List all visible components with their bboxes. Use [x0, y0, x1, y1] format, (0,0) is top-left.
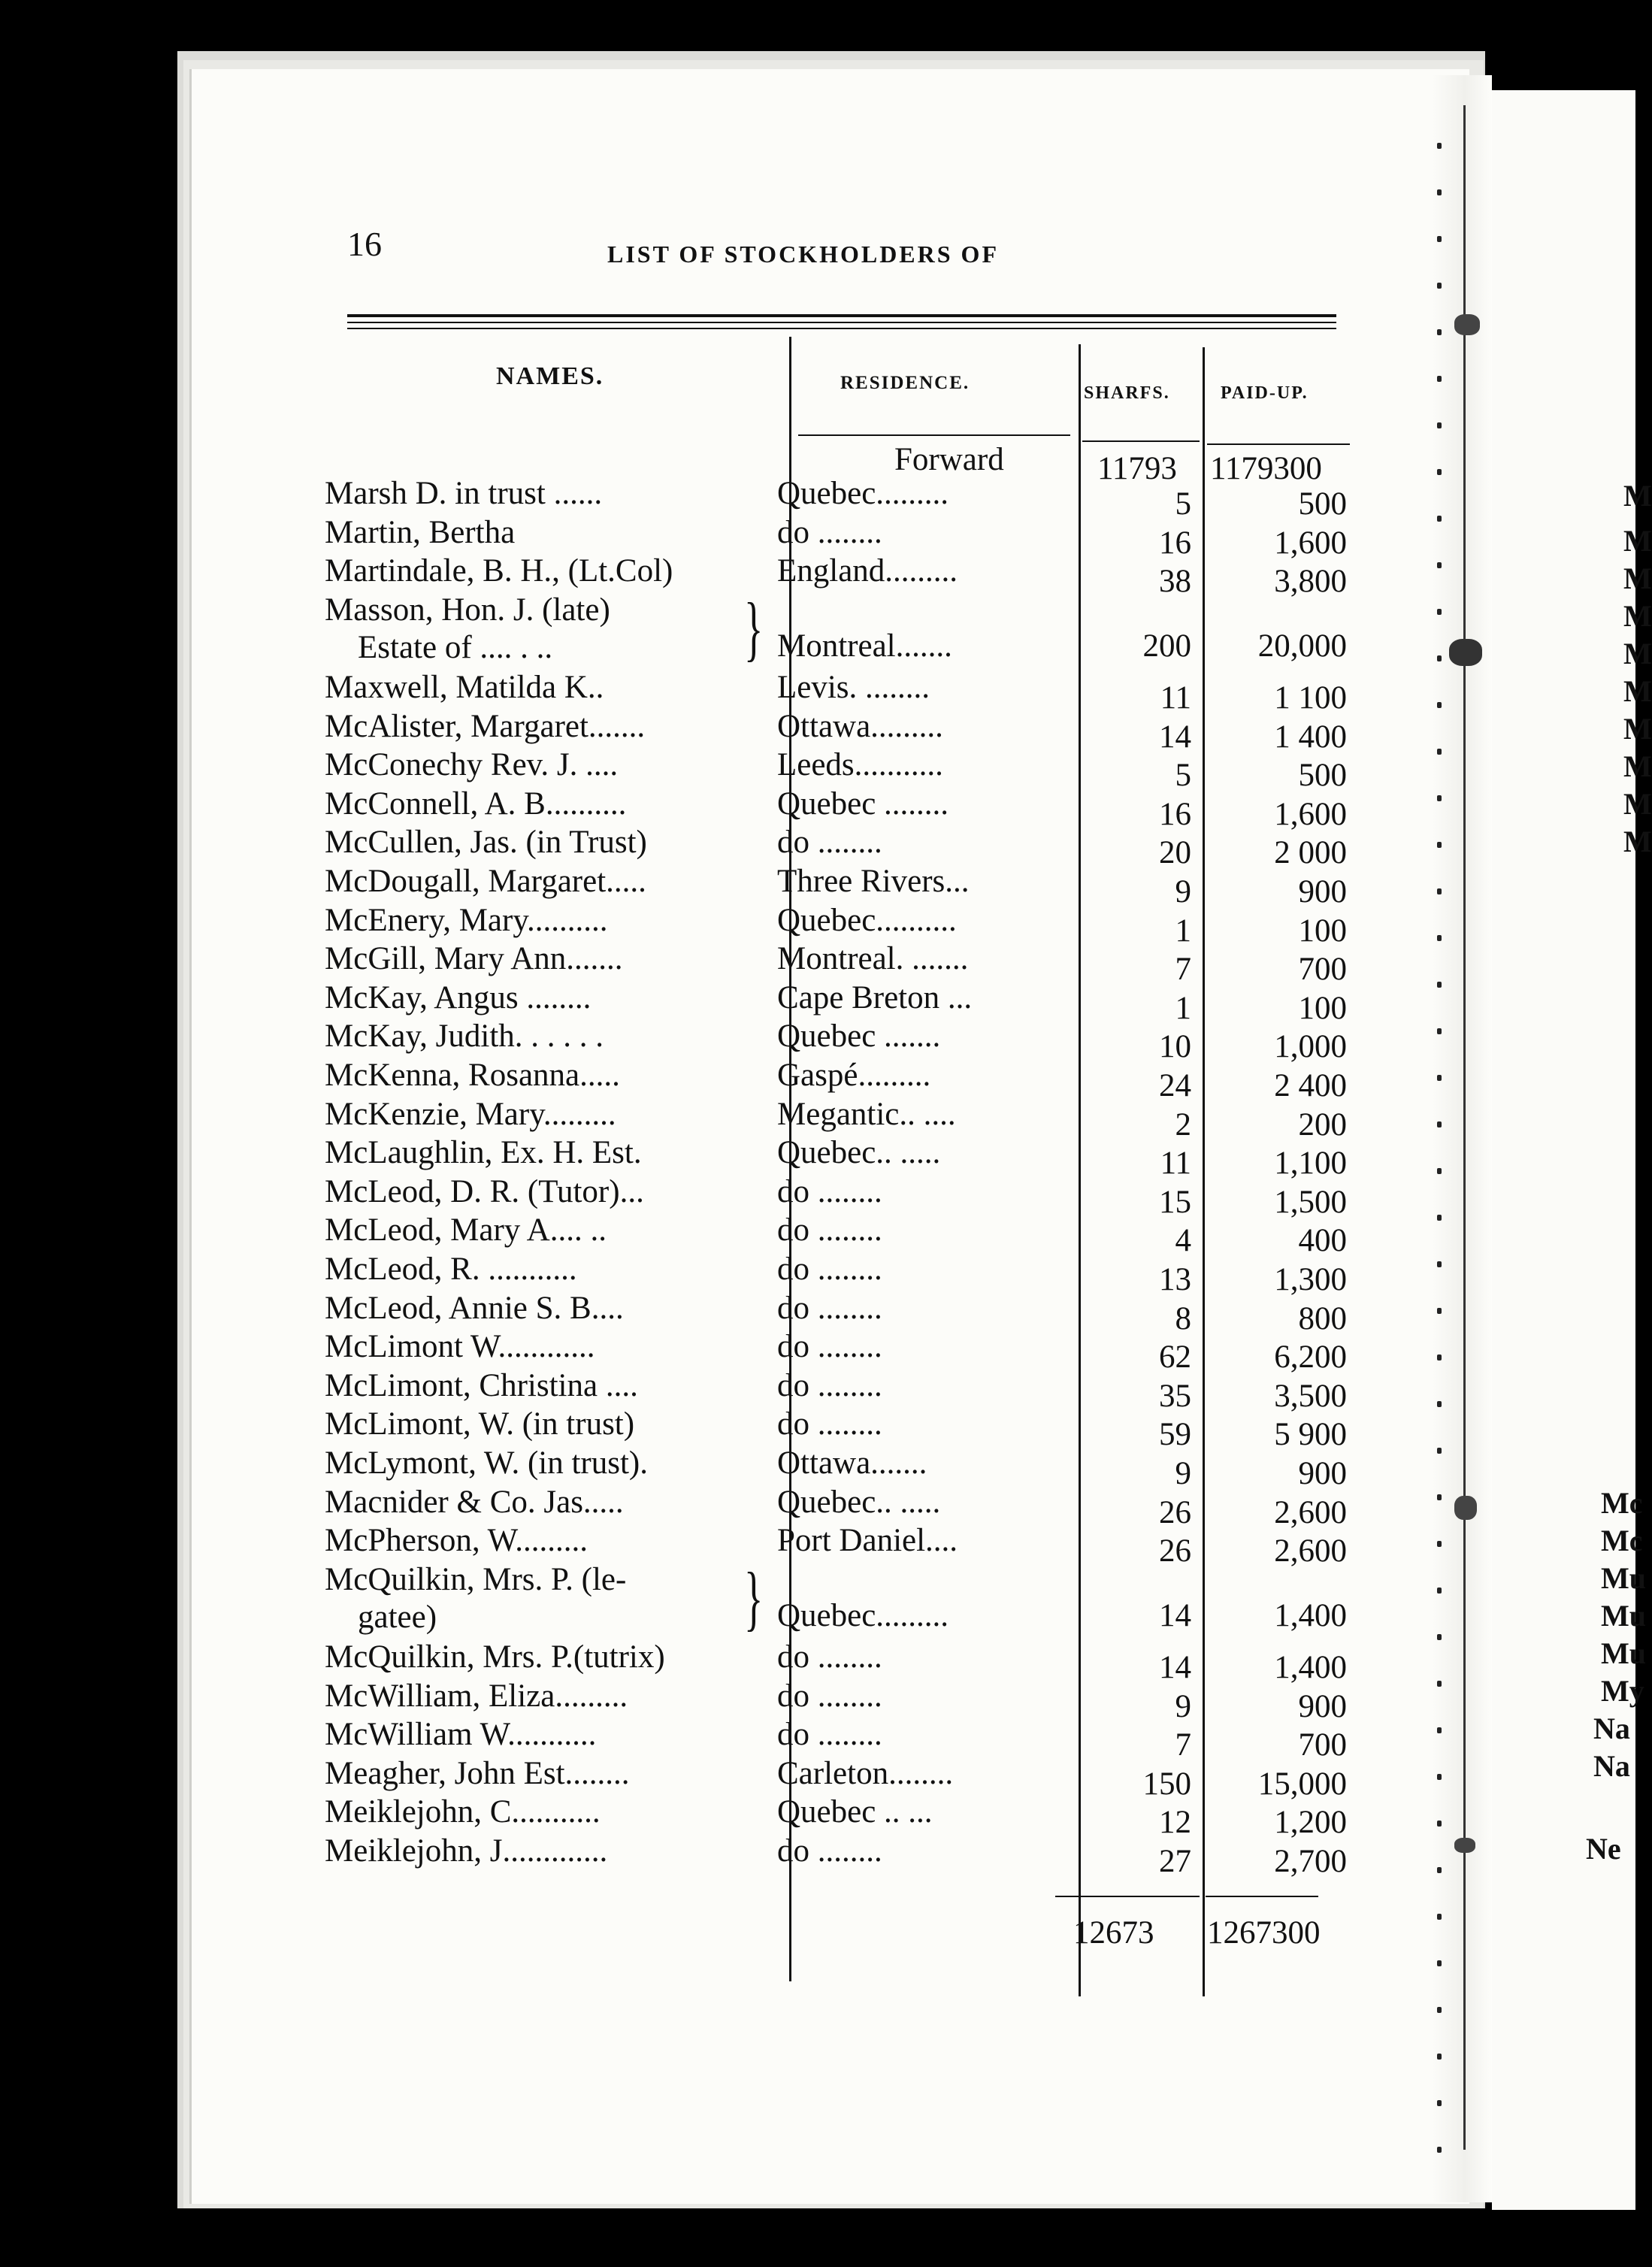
shares: 12 [1159, 1805, 1191, 1841]
stitch-mark [1437, 283, 1442, 289]
paid-up: 1,300 [1274, 1262, 1347, 1297]
column-header-residence: RESIDENCE. [840, 373, 970, 393]
stitch-mark [1437, 842, 1442, 848]
paid-up: 1,500 [1274, 1184, 1347, 1220]
stitch-mark [1437, 702, 1442, 708]
stockholder-name: McConnell, A. B.......... [325, 785, 627, 822]
stockholder-name: Macnider & Co. Jas..... [325, 1484, 624, 1520]
header-rule [347, 328, 1336, 329]
stitch-mark [1437, 143, 1442, 149]
shares: 4 [1175, 1223, 1191, 1259]
binding-knot [1454, 1496, 1477, 1520]
shares: 10 [1159, 1029, 1191, 1065]
stockholder-name: McLimont, Christina .... [325, 1367, 638, 1403]
totals-rule [1055, 1896, 1200, 1897]
residence: do ........ [777, 1717, 882, 1753]
stitch-mark [1437, 189, 1442, 195]
stockholder-name: McLimont, W. (in trust) [325, 1406, 635, 1442]
stitch-mark [1437, 982, 1442, 988]
stitch-mark [1437, 1354, 1442, 1361]
shares: 14 [1159, 719, 1191, 755]
shares: 11 [1160, 1146, 1191, 1182]
residence: Montreal. ....... [777, 941, 969, 977]
paid-up: 2,600 [1274, 1533, 1347, 1569]
paid-up: 15,000 [1257, 1766, 1347, 1802]
stitch-mark [1437, 1634, 1442, 1640]
stockholder-name: McKenna, Rosanna..... [325, 1058, 620, 1093]
stitch-mark [1437, 749, 1442, 755]
stockholder-name: Masson, Hon. J. (late) [325, 592, 610, 628]
stitch-mark [1437, 236, 1442, 242]
residence: Ottawa......... [777, 708, 943, 744]
facing-page-letter: Mu [1601, 1636, 1646, 1670]
shares: 8 [1175, 1300, 1191, 1336]
column-header-paid-up: PAID-UP. [1221, 383, 1309, 403]
shares: 200 [1142, 628, 1191, 664]
stockholder-name: McEnery, Mary.......... [325, 902, 608, 938]
stitch-mark [1437, 1681, 1442, 1687]
stitch-mark [1437, 422, 1442, 428]
shares: 35 [1159, 1378, 1191, 1414]
residence: do ........ [777, 825, 882, 861]
binding-gutter [1432, 75, 1492, 2202]
stockholder-name: Meiklejohn, C........... [325, 1794, 601, 1830]
stitch-mark [1437, 2100, 1442, 2106]
page-number: 16 [347, 225, 382, 263]
stockholder-name: McLymont, W. (in trust). [325, 1445, 648, 1481]
paid-up: 6,200 [1274, 1339, 1347, 1376]
stitch-mark [1437, 516, 1442, 522]
shares: 38 [1159, 564, 1191, 600]
shares: 16 [1159, 525, 1191, 561]
facing-page-letter: M [1623, 479, 1652, 513]
binding-knot [1454, 1838, 1475, 1853]
paid-up: 500 [1298, 486, 1347, 522]
column-header-names: NAMES. [496, 362, 604, 390]
paid-up: 3,500 [1274, 1378, 1347, 1414]
facing-page-letter: M [1623, 825, 1652, 858]
facing-page-letter: M [1623, 637, 1652, 670]
facing-page-letter: Na [1593, 1749, 1630, 1783]
residence: Quebec......... [777, 476, 949, 511]
facing-page-letter: M [1623, 712, 1652, 746]
shares: 150 [1142, 1766, 1191, 1802]
forward-label: Forward [894, 442, 1004, 477]
facing-page-letter: Mu [1601, 1599, 1646, 1633]
shares: 13 [1159, 1262, 1191, 1297]
shares: 11 [1160, 680, 1191, 716]
stockholder-name: McQuilkin, Mrs. P. (le- [325, 1561, 627, 1597]
residence: do ........ [777, 1212, 882, 1249]
paid-up: 900 [1298, 1456, 1347, 1491]
shares: 9 [1175, 1688, 1191, 1724]
stitch-mark [1437, 2054, 1442, 2060]
paid-up: 5 900 [1274, 1417, 1347, 1453]
paid-up: 1,200 [1274, 1805, 1347, 1841]
shares: 7 [1175, 1727, 1191, 1763]
shares: 14 [1159, 1597, 1191, 1633]
facing-page-letter: Mc [1601, 1486, 1643, 1520]
shares: 20 [1159, 835, 1191, 871]
paid-up: 2 000 [1274, 835, 1347, 871]
stockholder-name: McQuilkin, Mrs. P.(tutrix) [325, 1639, 665, 1675]
paid-up: 900 [1298, 874, 1347, 910]
stitch-mark [1437, 609, 1442, 615]
facing-page-letter: M [1623, 524, 1652, 558]
residence: Three Rivers... [777, 864, 970, 899]
paid-up: 3,800 [1274, 564, 1347, 600]
stockholder-name: Marsh D. in trust ...... [325, 476, 603, 511]
residence: do ........ [777, 1173, 882, 1209]
stitch-mark [1437, 1448, 1442, 1454]
residence: Gaspé......... [777, 1058, 931, 1093]
stockholder-name: McLeod, Mary A.... .. [325, 1212, 607, 1249]
stockholder-name: McAlister, Margaret....... [325, 708, 646, 744]
stockholder-name: Maxwell, Matilda K.. [325, 670, 604, 705]
stitch-mark [1437, 1588, 1442, 1594]
residence: do ........ [777, 1406, 882, 1442]
facing-page-letter: My [1601, 1674, 1644, 1708]
residence: do ........ [777, 1639, 882, 1675]
residence: do ........ [777, 1367, 882, 1403]
stockholder-name-continued: gatee) [358, 1599, 437, 1635]
stitch-mark [1437, 935, 1442, 941]
stockholder-name: McLimont W............ [325, 1329, 595, 1365]
running-title: LIST OF STOCKHOLDERS OF [607, 241, 999, 268]
paid-up: 200 [1298, 1106, 1347, 1143]
stockholder-name: McConechy Rev. J. .... [325, 747, 619, 783]
header-underline [1207, 443, 1350, 445]
paid-up: 1,600 [1274, 796, 1347, 832]
paid-up: 700 [1298, 952, 1347, 988]
shares: 62 [1159, 1339, 1191, 1376]
paid-up: 1,400 [1274, 1650, 1347, 1685]
stitch-mark [1437, 655, 1442, 661]
binding-knot [1449, 639, 1482, 666]
stockholder-name: McKenzie, Mary......... [325, 1096, 616, 1132]
stockholder-name: McKay, Angus ........ [325, 979, 592, 1015]
paid-up: 2 400 [1274, 1068, 1347, 1103]
stitch-mark [1437, 1215, 1442, 1221]
paid-up: 100 [1298, 913, 1347, 949]
stitch-mark [1437, 1121, 1442, 1127]
facing-page-letter: M [1623, 599, 1652, 633]
residence: Montreal....... [777, 628, 952, 664]
stockholder-name: McLeod, Annie S. B.... [325, 1290, 624, 1326]
stitch-mark [1437, 1308, 1442, 1314]
residence: do ........ [777, 514, 882, 550]
shares: 5 [1175, 486, 1191, 522]
facing-page-letter: M [1623, 787, 1652, 821]
binding-knot [1454, 314, 1480, 335]
stockholder-name: McLeod, D. R. (Tutor)... [325, 1173, 644, 1209]
shares: 59 [1159, 1417, 1191, 1453]
residence: Levis. ........ [777, 670, 930, 705]
facing-page-letter: Mc [1601, 1524, 1643, 1557]
paid-up: 100 [1298, 990, 1347, 1026]
shares: 2 [1175, 1106, 1191, 1143]
paid-up: 900 [1298, 1688, 1347, 1724]
stockholder-name: McWilliam, Eliza......... [325, 1678, 628, 1714]
grouping-brace: } [744, 587, 764, 668]
shares: 27 [1159, 1844, 1191, 1879]
facing-page-letter: Mu [1601, 1561, 1646, 1595]
paid-up: 1,400 [1274, 1597, 1347, 1633]
residence: Quebec.......... [777, 902, 957, 938]
residence: Ottawa....... [777, 1445, 927, 1481]
header-underline [798, 434, 1070, 436]
paid-up: 400 [1298, 1223, 1347, 1259]
total-paid-up: 1267300 [1207, 1915, 1321, 1951]
forward-shares: 11793 [1097, 451, 1177, 486]
stockholder-name-continued: Estate of .... . .. [358, 629, 553, 665]
paid-up: 1 100 [1274, 680, 1347, 716]
paid-up: 2,600 [1274, 1494, 1347, 1530]
shares: 7 [1175, 952, 1191, 988]
stitch-mark [1437, 1821, 1442, 1827]
stockholder-name: McCullen, Jas. (in Trust) [325, 825, 647, 861]
shares: 1 [1175, 913, 1191, 949]
stockholder-name: McDougall, Margaret..... [325, 864, 646, 899]
grouping-brace: } [744, 1557, 764, 1638]
shares: 9 [1175, 1456, 1191, 1491]
residence: Quebec......... [777, 1597, 949, 1633]
stockholder-name: Martindale, B. H., (Lt.Col) [325, 553, 673, 589]
stockholder-name: McLaughlin, Ex. H. Est. [325, 1135, 642, 1171]
stitch-mark [1437, 562, 1442, 568]
stitch-mark [1437, 469, 1442, 475]
stockholder-name: McWilliam W........... [325, 1717, 597, 1753]
stitch-mark [1437, 1914, 1442, 1920]
stitch-mark [1437, 1960, 1442, 1966]
facing-page [1492, 90, 1635, 2210]
paid-up: 20,000 [1257, 628, 1347, 664]
residence: Megantic.. .... [777, 1096, 956, 1132]
stitch-mark [1437, 329, 1442, 335]
column-header-shares: SHARFS. [1084, 383, 1170, 403]
shares: 26 [1159, 1494, 1191, 1530]
stockholder-name: McLeod, R. ........... [325, 1252, 577, 1287]
stockholder-name: McPherson, W......... [325, 1523, 588, 1559]
shares: 5 [1175, 758, 1191, 794]
residence: Quebec.. ..... [777, 1484, 941, 1520]
stitch-mark [1437, 1075, 1442, 1081]
residence: Quebec ....... [777, 1018, 941, 1055]
forward-paid-up: 1179300 [1210, 451, 1322, 486]
header-rule [347, 314, 1336, 317]
facing-page-letter: Na [1593, 1712, 1630, 1745]
stockholder-name: McKay, Judith. . . . . . [325, 1018, 604, 1055]
facing-page-letter: M [1623, 749, 1652, 783]
facing-page-letter: Ne [1586, 1832, 1621, 1866]
totals-rule [1206, 1896, 1318, 1897]
stockholder-name: Martin, Bertha [325, 514, 516, 550]
paid-up: 700 [1298, 1727, 1347, 1763]
shares: 24 [1159, 1068, 1191, 1103]
residence: Quebec ........ [777, 785, 949, 822]
residence: England......... [777, 553, 958, 589]
facing-page-letter: M [1623, 674, 1652, 708]
residence: do ........ [777, 1833, 882, 1869]
stitch-mark [1437, 1774, 1442, 1780]
paid-up: 500 [1298, 758, 1347, 794]
stockholder-name: Meiklejohn, J............. [325, 1833, 608, 1869]
stitch-mark [1437, 1727, 1442, 1733]
facing-page-letter: M [1623, 561, 1652, 595]
residence: Carleton........ [777, 1755, 954, 1791]
residence: Cape Breton ... [777, 979, 973, 1015]
total-shares: 12673 [1073, 1915, 1154, 1951]
shares: 9 [1175, 874, 1191, 910]
paid-up: 1 400 [1274, 719, 1347, 755]
residence: do ........ [777, 1329, 882, 1365]
paid-up: 1,000 [1274, 1029, 1347, 1065]
paid-up: 1,600 [1274, 525, 1347, 561]
paid-up: 1,100 [1274, 1146, 1347, 1182]
residence: do ........ [777, 1290, 882, 1326]
stitch-mark [1437, 1494, 1442, 1500]
stitch-mark [1437, 795, 1442, 801]
stitch-mark [1437, 1261, 1442, 1267]
shares: 14 [1159, 1650, 1191, 1685]
stitch-mark [1437, 376, 1442, 382]
residence: Quebec .. ... [777, 1794, 933, 1830]
paid-up: 800 [1298, 1300, 1347, 1336]
stitch-mark [1437, 1168, 1442, 1174]
stitch-mark [1437, 2007, 1442, 2013]
stitch-mark [1437, 1541, 1442, 1547]
paid-up: 2,700 [1274, 1844, 1347, 1879]
residence: Quebec.. ..... [777, 1135, 941, 1171]
stockholder-name: Meagher, John Est........ [325, 1755, 630, 1791]
shares: 26 [1159, 1533, 1191, 1569]
residence: Port Daniel.... [777, 1523, 958, 1559]
stitch-mark [1437, 1867, 1442, 1873]
header-rule [347, 322, 1336, 323]
residence: do ........ [777, 1252, 882, 1287]
stitch-mark [1437, 888, 1442, 894]
stitch-mark [1437, 1028, 1442, 1034]
stitch-mark [1437, 2147, 1442, 2153]
residence: do ........ [777, 1678, 882, 1714]
stockholder-name: McGill, Mary Ann....... [325, 941, 623, 977]
header-underline [1082, 440, 1200, 442]
residence: Leeds........... [777, 747, 943, 783]
shares: 1 [1175, 990, 1191, 1026]
shares: 16 [1159, 796, 1191, 832]
shares: 15 [1159, 1184, 1191, 1220]
stitch-mark [1437, 1401, 1442, 1407]
